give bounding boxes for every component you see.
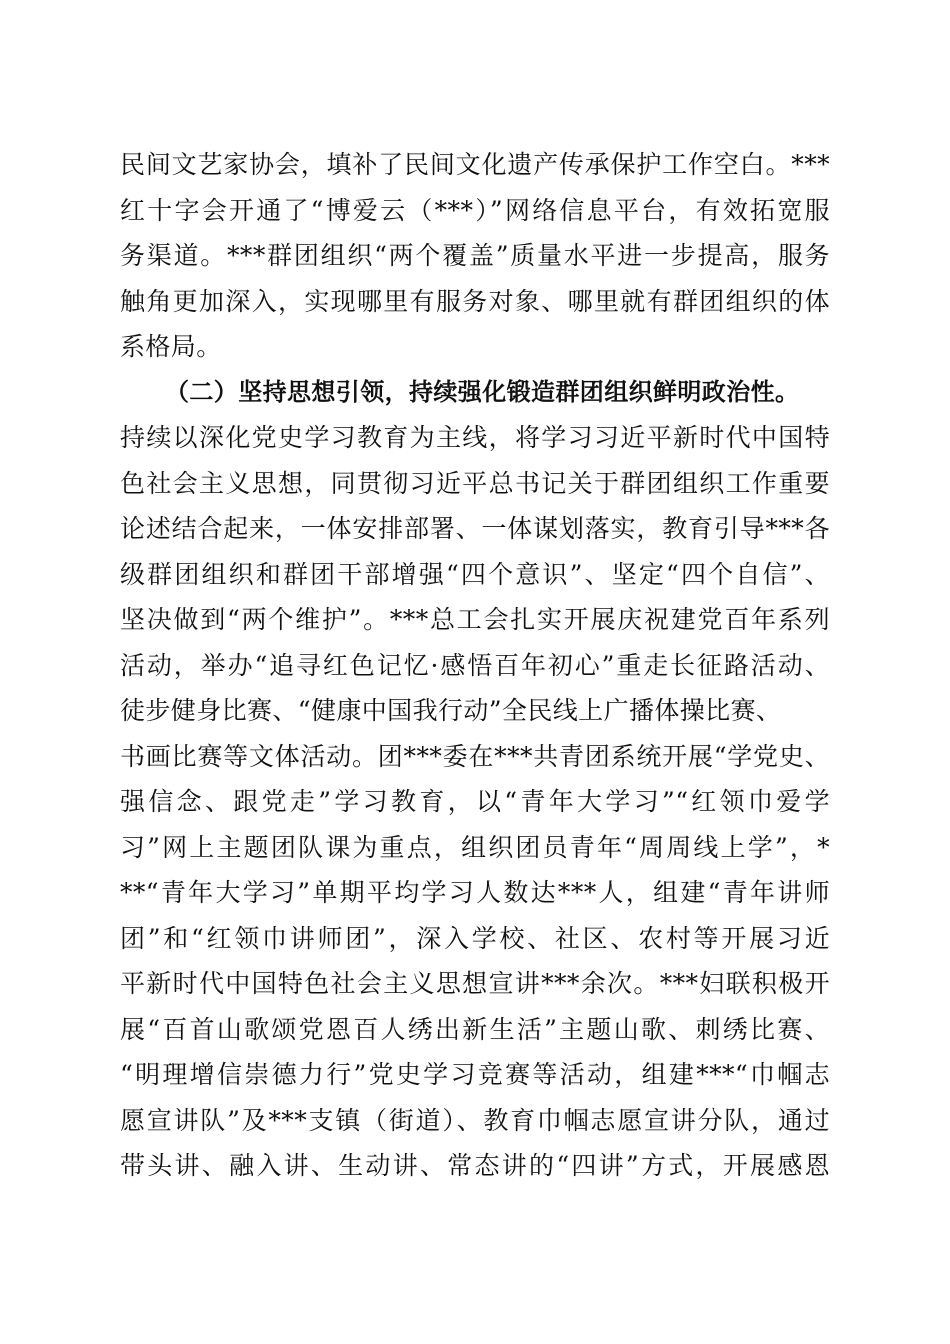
text-line: 色社会主义思想，同贯彻习近平总书记关于群团组织工作重要 bbox=[120, 468, 830, 498]
text-line: 习”网上主题团队课为重点，组织团员青年“周周线上学”，* bbox=[120, 832, 830, 862]
text-line: 展“百首山歌颂党恩百人绣出新生活”主题山歌、刺绣比赛、 bbox=[120, 1014, 830, 1044]
text-line: 系格局。 bbox=[120, 332, 222, 361]
text-line: 级群团组织和群团干部增强“四个意识”、坚定“四个自信”、 bbox=[120, 559, 830, 589]
text-line: 徒步健身比赛、“健康中国我行动”全民线上广播体操比赛、 bbox=[120, 696, 782, 725]
text-line: 红十字会开通了“博爱云（***）”网络信息平台，有效拓宽服 bbox=[120, 195, 830, 225]
text-line: 带头讲、融入讲、生动讲、常态讲的“四讲”方式，开展感恩 bbox=[120, 1151, 830, 1180]
section-heading: （二）坚持思想引领，持续强化锻造群团组织鲜明政治性。 bbox=[165, 377, 800, 406]
text-line: 坚决做到“两个维护”。***总工会扎实开展庆祝建党百年系列 bbox=[120, 605, 830, 634]
text-line: 持续以深化党史学习教育为主线，将学习习近平新时代中国特 bbox=[120, 423, 830, 452]
text-line: 强信念、跟党走”学习教育，以“青年大学习”“红领巾爱学 bbox=[120, 787, 830, 816]
text-line: 平新时代中国特色社会主义思想宣讲***余次。***妇联积极开 bbox=[120, 969, 830, 998]
text-line: **“青年大学习”单期平均学习人数达***人，组建“青年讲师 bbox=[120, 878, 830, 907]
text-line: 书画比赛等文体活动。团***委在***共青团系统开展“学党史、 bbox=[120, 741, 830, 771]
text-line: 团”和“红领巾讲师团”，深入学校、社区、农村等开展习近 bbox=[120, 923, 830, 953]
text-line: 触角更加深入，实现哪里有服务对象、哪里就有群团组织的体 bbox=[120, 286, 830, 316]
text-line: 民间文艺家协会，填补了民间文化遗产传承保护工作空白。*** bbox=[120, 150, 830, 179]
text-line: 愿宣讲队”及***支镇（街道）、教育巾帼志愿宣讲分队，通过 bbox=[120, 1105, 830, 1135]
text-line: “明理增信崇德力行”党史学习竞赛等活动，组建***“巾帼志 bbox=[120, 1060, 830, 1089]
text-line: 论述结合起来，一体安排部署、一体谋划落实，教育引导***各 bbox=[120, 514, 830, 543]
document-body bbox=[120, 142, 830, 1189]
text-line: 活动，举办“追寻红色记忆·感悟百年初心”重走长征路活动、 bbox=[120, 650, 830, 680]
text-line: 务渠道。***群团组织“两个覆盖”质量水平进一步提高，服务 bbox=[120, 241, 830, 270]
